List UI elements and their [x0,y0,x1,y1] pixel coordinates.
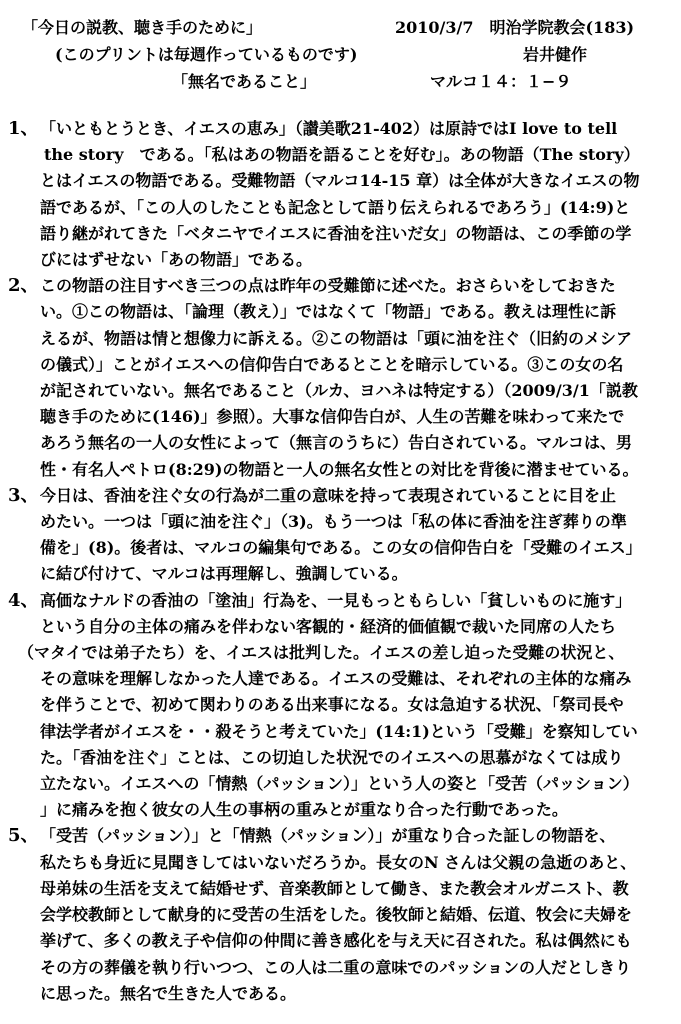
text-line: 今日は、香油を注ぐ女の行為が二重の意味を持って表現されていることに目を止 [40,485,617,505]
text-line: 母弟妹の生活を支えて結婚せず、音楽教師として働き、また教会オルガニスト、教 [40,878,629,898]
text-line: に思った。無名で生きた人である。 [40,983,297,1003]
text-line: 「いともとうとき、イエスの恵み」（讃美歌21-402）は原詩ではI love to tell [40,119,618,138]
date-and-church: 2010/3/7 明治学院教会(183) [395,18,635,37]
text-line: 私たちも身近に見聞きしてはいないだろうか。長女のN さんは父親の急逝のあと、 [40,852,637,872]
text-line: を伴うことで、初めて関わりのある出来事になる。女は急迫する状況、「祭司長や [40,695,624,715]
text-line: 「受苦（パッション）」と「情熱（パッション）」が重なり合った証しの物語を、 [40,826,616,846]
author-name: 岩井健作 [523,45,588,64]
text-line: （マタイでは弟子たち）を、イエスは批判した。イエスの差し迫った受難の状況と、 [18,643,625,663]
section-1 [8,116,676,273]
text-line: the story である。「私はあの物語を語ることを好む」。あの物語（The story） [44,145,640,165]
text-line: に結び付けて、マルコは再理解し、強調している。 [40,564,408,584]
text-line: 語であるが、「この人のしたことも記念として語り伝えられるであろう」(14:9)と [40,197,631,217]
text-line: い。①この物語は、「論理（教え）」ではなくて「物語」である。教えは理性に訴 [40,302,617,322]
section-2 [8,273,676,483]
text-line: びにはずせない「あの物語」である。 [40,250,313,270]
text-line: 挙げて、多くの教え子や信仰の仲間に善き感化を与え天に召された。私は偶然にも [40,931,632,951]
section-number: 3、 [8,484,39,506]
text-line: の儀式）」ことがイエスへの信仰告白であるとことを暗示している。③この女の名 [40,354,624,374]
text-line: 」に痛みを抱く彼女の人生の事柄の重みとが重なり合った行動であった。 [40,800,568,820]
text-line: とはイエスの物語である。受難物語（マルコ14-15 章）は全体が大きなイエスの物 [40,171,640,191]
document-title: 「今日の説教、聴き手のために」 [22,18,263,37]
text-line: 会学校教師として献身的に受苦の生活をした。後牧師と結婚、伝道、牧会に夫婦を [40,905,633,925]
text-line: 聴き手のために(146)」参照）。大事な信仰告白が、人生の苦難を味わって来たで [40,407,625,427]
text-line: た。「香油を注ぐ」ことは、この切迫した状況でのイエスへの思慕がなくては成り [40,747,624,767]
text-line: この物語の注目すべき三つの点は昨年の受難節に述べた。おさらいをしておきた [40,276,616,296]
sermon-subtitle: 「無名であること」 [172,72,317,91]
print-note: (このプリントは毎週作っているものです) [55,45,358,64]
section-5 [8,823,676,1006]
section-3 [8,483,676,588]
text-line: という自分の主体の痛みを伴わない客観的・経済的価値観で裁いた同席の人たち [40,616,617,636]
text-line: 律法学者がイエスを・・殺そうと考えていた」(14:1)という「受難」を察知してい [40,721,638,741]
section-number: 4、 [8,589,39,611]
text-line: その意味を理解しなかった人達である。イエスの受難は、それぞれの主体的な痛み [40,669,632,689]
text-line: えるが、物語は情と想像力に訴える。②この物語は「頭に油を注ぐ（旧約のメシア [40,328,633,348]
text-line: めたい。一つは「頭に油を注ぐ」（3)。もう一つは「私の体に香油を注ぎ葬りの準 [40,512,627,532]
document-body [8,116,676,1007]
section-number: 2、 [8,275,39,297]
text-line: 立たない。イエスへの「情熱（パッション）」という人の姿と「受苦（パッション） [40,774,639,794]
text-line: あろう無名の一人の女性によって（無言のうちに）告白されている。マルコは、男 [40,433,633,453]
section-4 [8,588,676,824]
text-line: 高価なナルドの香油の「塗油」行為を、一見もっともらしい「貧しいものに施す」 [40,590,632,610]
text-line: 性・有名人ペトロ(8:29)の物語と一人の無名女性との対比を背後に潜ませている。 [40,459,639,479]
text-line: が記されていない。無名であること（ルカ、ヨハネは特定する）（2009/3/1「説教 [40,381,638,401]
text-line: 語り継がれてきた「ベタニヤでイエスに香油を注いだ女」の物語は、この季節の学 [40,223,632,243]
section-number: 5、 [8,825,39,847]
text-line: 備を」(8)。後者は、マルコの編集句である。この女の信仰告白を「受難のイエス」 [40,538,642,558]
scripture-passage: マルコ１４：１−９ [430,72,572,91]
section-number: 1、 [8,118,39,139]
text-line: その方の葬儀を執り行いつつ、この人は二重の意味でのパッションの人だとしきり [40,957,632,977]
